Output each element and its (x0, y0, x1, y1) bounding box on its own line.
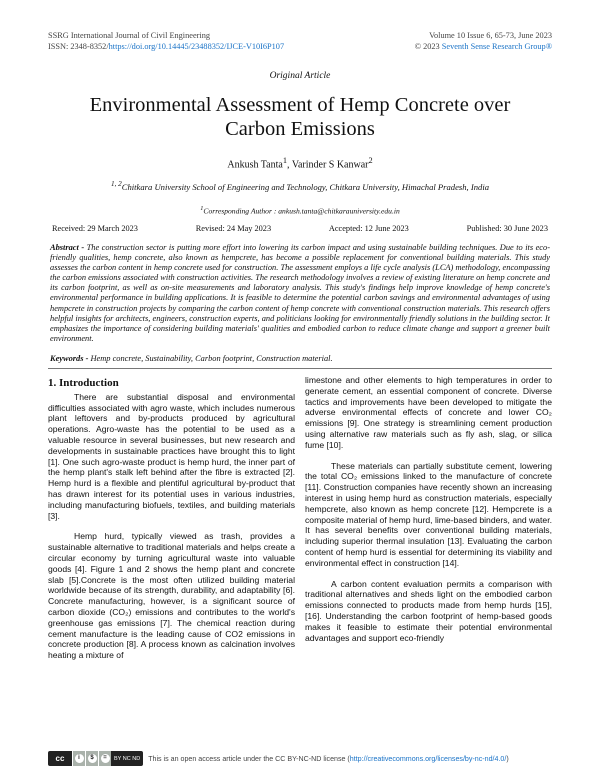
article-type: Original Article (269, 71, 331, 81)
section-heading: 1. Introduction (48, 377, 119, 389)
journal-header (48, 30, 284, 52)
license-link[interactable]: http://creativecommons.org/licenses/by-nc-nd/4.0/ (349, 754, 507, 763)
paragraph-1: There are substantial disposal and environmental difficulties associated with agro waste, which includes numerous plant leftovers and by-products produced by agricultural operations. Agro-waste has the potential to be used as a valuable resource in several businesses, but new research and developments in sustainable practices have brought this to light [1]. One such agro-waste product is hemp hurd, the inner part of the hemp plant's stalk left behind after the fibre is extracted [2]. Hemp hurd is a flexible and plentiful agricultural by-product that has drawn interest for its potential uses in various industries, including manufacturing biofuels, textiles, and building materials [3]. (48, 391, 295, 521)
author-1: Ankush Tanta (227, 159, 283, 171)
paper-title: Environmental Assessment of Hemp Concrete over Carbon Emissions (89, 94, 511, 140)
cc-tag: BY NC ND (111, 751, 143, 766)
date-revised: Revised: 24 May 2023 (195, 224, 272, 233)
keywords-label: Keywords - (50, 354, 89, 363)
author-2: Varinder S Kanwar (291, 159, 369, 171)
publisher-link[interactable]: Seventh Sense Research Group® (441, 42, 552, 51)
section-divider (48, 368, 552, 369)
cc-nd-icon: = (98, 751, 111, 766)
issn: ISSN: 2348-8352/ (48, 42, 109, 51)
issue-header (415, 30, 552, 52)
license-text: This is an open access article under the CC BY-NC-ND license (http://creativecommons.org/licenses/by-nc-nd/4.0/) (148, 754, 509, 763)
author-1-sup: 1 (282, 156, 288, 165)
journal-name: SSRG International Journal of Civil Engineering (48, 31, 210, 40)
paragraph-4: These materials can partially substitute cement, lowering the total CO₂ emissions linked to the manufacture of concrete [11]. Construction companies have recently shown an increasing interest in using hemp hurd as construction materials, especially hempcrete, also known as hemp concrete [12]. Hempcrete is a composite material of hemp hurd, lime-based binders, and water. It has several benefits over conventional building materials, including superior thermal insulation [13]. Evaluating the carbon content of hemp hurd is essential for determining its viability and environmental effect in construction [14]. (305, 460, 552, 568)
date-received: Received: 29 March 2023 (52, 224, 138, 233)
affiliation-sup: 1, 2 (111, 180, 122, 188)
paragraph-3: limestone and other elements to high temperatures in order to generate cement, an essential component of concrete. Diverse tactics and improvements have been developed to mitigate the adverse environmental effects of concrete and lower CO₂ emissions [9]. One strategy is streamlining cement production using alternative raw materials such as fly ash, slag, or silica fume [10]. (305, 375, 552, 450)
keywords-text: Hemp concrete, Sustainability, Carbon footprint, Construction material. (88, 354, 333, 363)
corresponding-sup: 1 (200, 205, 204, 212)
doi-link[interactable]: https://doi.org/10.14445/23488352/IJCE-V10I6P107 (108, 42, 285, 51)
affiliation-text: Chitkara University School of Engineering and Technology, Chitkara University, Himachal Pradesh, India (121, 181, 489, 192)
abstract-label: Abstract - (50, 243, 85, 252)
author-line (0, 156, 600, 170)
author-2-sup: 2 (368, 156, 373, 165)
corresponding-text: Corresponding Author : ankush.tanta@chitkarauniversity.edu.in (203, 206, 400, 216)
cc-logo-icon: cc (48, 751, 72, 766)
copyright: © 2023 (414, 42, 442, 51)
keywords (50, 354, 550, 363)
author-separator: , (287, 159, 292, 171)
license-footer (48, 751, 552, 766)
affiliation (0, 180, 600, 192)
abstract (50, 243, 550, 344)
cc-nc-icon: $ (85, 751, 98, 766)
paragraph-2: Hemp hurd, typically viewed as trash, provides a sustainable alternative to traditional materials and helps create a circular economy by turning agricultural waste into valuable goods [4]. Figure 1 and 2 shows the hemp plant and concrete slab [5].Concrete is the most often utilized building material worldwide because of its strength, durability, and adaptability [6]. Concrete manufacturing, however, is a significant source of carbon dioxide (CO₂) emissions and contributes to the world's greenhouse gas emissions [7]. The chemical reaction during cement manufacture is the leading cause of CO2 emissions in concrete production [8]. A process known as calcination involves heating a mixture of (48, 531, 295, 661)
left-column (48, 378, 295, 671)
cc-by-icon: i (72, 751, 85, 766)
cc-license-badge[interactable] (48, 751, 143, 766)
right-column (305, 375, 552, 653)
abstract-text: The construction sector is putting more effort into lowering its carbon impact and using sustainable building techniques. Due to its eco-friendly qualities, hemp concrete, also known as hempcrete, has become a possible replacement for conventional building materials. This study assesses the carbon content in hemp concrete used for construction. The assessment employs a life cycle analysis (LCA) methodology, encompassing the carbon emissions associated with construction activities. The research methodology involves a review of existing literature on hemp concrete and its carbon footprint, as well as on-site measurements and laboratory analysis. This study's findings help improve knowledge of hemp concrete's environmental performance in building applications. It is feasible to determine the potential carbon savings and environmental advantages of using hempcrete in construction projects by comparing the carbon content of hemp concrete with conventional construction materials. This research offers helpful insights for architects, engineers, construction experts, and politicians looking for environmentally friendly solutions in the building sector. It emphasizes the importance of considering building materials' qualities and embodied carbon to reduce climate change and support a greener built environment. (50, 243, 550, 343)
copyright-line (415, 41, 552, 52)
volume-info: Volume 10 Issue 6, 65-73, June 2023 (429, 31, 552, 40)
date-accepted: Accepted: 12 June 2023 (328, 224, 409, 233)
date-published: Published: 30 June 2023 (466, 224, 548, 233)
issn-doi-line (48, 41, 284, 52)
corresponding-author (0, 205, 600, 216)
dates-row (52, 224, 548, 233)
paragraph-5: A carbon content evaluation permits a comparison with traditional alternatives and sheds light on the embodied carbon emissions connected to products made from hemp hurds [15], [16]. Understanding the carbon footprint of hemp-based goods makes it feasible to estimate their potential environmental advantages and support eco-friendly (305, 578, 552, 643)
